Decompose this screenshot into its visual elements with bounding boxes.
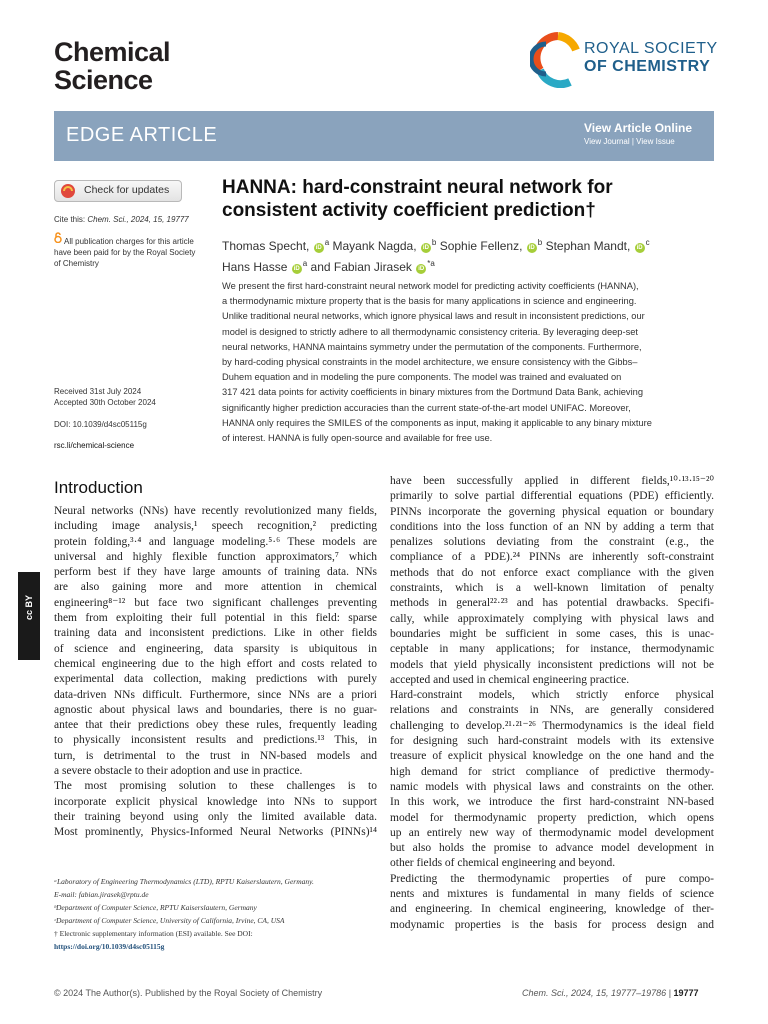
body-line: Neural networks (NNs) have recently revolutionized many fields, bbox=[54, 505, 377, 517]
journal-title-line1: Chemical bbox=[54, 37, 171, 67]
body-line: modynamic properties is the basis for process design and bbox=[390, 918, 714, 931]
body-line: PINNs incorporate the governing physical equation or boundary bbox=[390, 505, 714, 518]
affiliation-mark: a bbox=[324, 238, 330, 247]
abstract-line: of interest. HANNA is fully open-source and available for free use. bbox=[222, 433, 493, 444]
received-date: Received 31st July 2024 bbox=[54, 387, 142, 396]
abstract-line: Duhem equation and in modeling the pure components. The model was trained and evaluated on bbox=[222, 372, 622, 383]
body-line: Hard-constraint models, which strictly enforce physical bbox=[390, 689, 714, 702]
esi-doi-link[interactable]: https://doi.org/10.1039/d4sc05115g bbox=[54, 942, 165, 951]
publisher-name bbox=[584, 40, 718, 76]
author-list bbox=[222, 234, 692, 276]
body-line: training data and inconsistent predictions. Like in other fields bbox=[54, 627, 377, 640]
affiliation-mark: a bbox=[302, 259, 308, 268]
open-access-icon bbox=[54, 232, 62, 243]
abstract-line: neural networks, HANNA maintains symmetry under the permutation of the components. Furthermore, bbox=[222, 341, 642, 352]
body-line: their training beyond using only the limited available data. bbox=[54, 810, 377, 823]
abstract-line: model is designed to strictly adhere to all thermodynamic consistency criteria. By leveraging deep-set bbox=[222, 326, 638, 337]
title-line1: HANNA: hard-constraint neural network for bbox=[222, 177, 613, 198]
body-line: accepted and used in chemical engineering practice. bbox=[390, 673, 630, 686]
body-line: In this work, we introduce the first hard-constraint NN-based bbox=[390, 796, 714, 809]
footnote-affiliation-c: ᶜDepartment of Computer Science, University of California, Irvine, CA, USA bbox=[54, 916, 285, 925]
body-line: have been successfully applied in different fields,¹⁰·¹³·¹⁵⁻²⁰ bbox=[390, 475, 714, 487]
footer-ref: Chem. Sci., 2024, 15, 19777–19786 | bbox=[522, 988, 671, 998]
body-line: protein folding,³·⁴ and language modeling.⁵·⁶ These models are bbox=[54, 535, 377, 548]
body-line: compliance of a PDE).²⁴ PINNs are inherently soft-constraint bbox=[390, 551, 714, 564]
body-line: model for thermodynamic property prediction, which opens bbox=[390, 811, 714, 824]
affiliation-mark: c bbox=[645, 238, 650, 247]
abstract-line: significantly higher prediction accuracies than the current state-of-the-art model UNIFAC. Moreover, bbox=[222, 402, 631, 413]
body-line: relations and constraints in NNs, are generally considered bbox=[390, 704, 714, 717]
body-line: turn, is detrimental to the trust in NN-based models and bbox=[54, 749, 377, 762]
body-line: high demand for strict compliance of predictive thermody- bbox=[390, 765, 714, 778]
open-access-note bbox=[64, 236, 194, 247]
abstract-line: Unlike traditional neural networks, which ignore physical laws and result in inconsistent predictions, our bbox=[222, 311, 645, 322]
body-line: including image analysis,¹ speech recognition,² predicting bbox=[54, 520, 377, 533]
footnote-affiliation-a: ᵃLaboratory of Engineering Thermodynamics (LTD), RPTU Kaiserslautern, Germany. bbox=[54, 877, 314, 886]
journal-title bbox=[54, 38, 170, 94]
body-line: methods in general²²·²³ and has potential drawbacks. Specifi- bbox=[390, 597, 714, 610]
body-line: but also holds the promise to advance model development in bbox=[390, 842, 714, 855]
body-line: models that yield physically inconsistent predictions will not be bbox=[390, 658, 714, 671]
body-column-left bbox=[54, 504, 377, 841]
orcid-icon[interactable]: iD bbox=[293, 266, 300, 272]
body-line: for designing such hard-constraint models with its extensive bbox=[390, 735, 714, 748]
title-line2: consistent activity coefficient prediction† bbox=[222, 200, 596, 221]
body-line: challenging to develop.²¹·²¹⁻²⁶ Thermodynamics is the ideal field bbox=[390, 719, 714, 732]
body-line: are also gaining more and more attention in chemical bbox=[54, 581, 377, 594]
author-name: Sophie Fellenz, bbox=[439, 239, 523, 253]
author-name: Thomas Specht, bbox=[222, 239, 310, 253]
footnote-email: E-mail: fabian.jirasek@rptu.de bbox=[54, 890, 149, 899]
footnotes bbox=[54, 875, 376, 953]
body-line: namic models with physical laws and constraints on the other. bbox=[390, 780, 714, 793]
body-line: methods that do not enforce exact compliance with the given bbox=[390, 566, 714, 579]
body-line: experimental data collection, making predictions with purely bbox=[54, 673, 377, 686]
body-line: perform best if they have large amounts of training data. NNs bbox=[54, 566, 377, 579]
body-line: other fields of chemical engineering and beyond. bbox=[390, 857, 616, 870]
journal-title-line2: Science bbox=[54, 65, 153, 95]
body-line: agnostic about physical laws and boundaries, there is no guar- bbox=[54, 703, 377, 716]
body-line: nents and mixtures is fundamental in many fields of science bbox=[390, 888, 714, 901]
body-line: Predicting the thermodynamic properties of pure compo- bbox=[390, 872, 714, 885]
orcid-icon[interactable]: iD bbox=[528, 245, 535, 251]
abstract-line: HANNA only requires the SMILES of the components as input, making it applicable to any binary mixture bbox=[222, 417, 652, 428]
cc-by-icon: cc BY bbox=[24, 594, 34, 620]
body-line: of science and engineering, data sparsity is ubiquitous in bbox=[54, 642, 377, 655]
open-access-note-cont bbox=[54, 247, 195, 269]
body-line: Most prominently, Physics-Informed Neural Networks (PINNs)¹⁴ bbox=[54, 826, 377, 839]
footer-citation bbox=[522, 988, 699, 998]
body-line: antee that their predictions obey these rules, frequently leading bbox=[54, 719, 377, 732]
author-name: Mayank Nagda, bbox=[332, 239, 417, 253]
check-for-updates-label: Check for updates bbox=[84, 184, 170, 196]
body-line: universal and highly flexible function approximators,⁷ which bbox=[54, 550, 377, 563]
view-journal-issue-links[interactable]: View Journal | View Issue bbox=[584, 137, 675, 146]
body-line: primarily to solve partial differential equations (PDE) efficiently. bbox=[390, 490, 714, 503]
oa-line: of Chemistry bbox=[54, 259, 99, 268]
body-line: data-driven NNs difficult. Furthermore, since NNs are a priori bbox=[54, 688, 377, 701]
abstract-line: We present the first hard-constraint neural network model for predicting activity coefficients (HANNA), bbox=[222, 281, 639, 291]
cite-ref: Chem. Sci., 2024, 15, 19777 bbox=[87, 215, 189, 224]
author-name: and Fabian Jirasek bbox=[310, 260, 412, 274]
body-line: constraints, which is a well-known limitation of penalty bbox=[390, 582, 714, 595]
affiliation-mark: b bbox=[537, 238, 543, 247]
body-line: to physically inconsistent results and predictions.¹³ This, in bbox=[54, 734, 377, 747]
body-line: conditions into the loss function of an NN by adding a term that bbox=[390, 520, 714, 533]
cite-label: Cite this: bbox=[54, 215, 86, 224]
affiliation-mark: *a bbox=[427, 259, 435, 268]
body-line: chemical engineering due to the high effort and costs related to bbox=[54, 657, 377, 670]
abstract bbox=[222, 279, 714, 446]
oa-line: All publication charges for this article bbox=[64, 237, 194, 246]
body-line: them from exploiting their full potential in this field: sparse bbox=[54, 612, 377, 625]
affiliation-mark: b bbox=[431, 238, 437, 247]
body-line: penalizes solutions deviating from the constraint (e.g., the bbox=[390, 536, 714, 549]
journal-link[interactable]: rsc.li/chemical-science bbox=[54, 441, 135, 450]
view-article-online-link[interactable]: View Article Online bbox=[584, 121, 693, 135]
publisher-line2: OF CHEMISTRY bbox=[584, 58, 711, 75]
page-number: 19777 bbox=[673, 988, 699, 998]
orcid-icon[interactable]: iD bbox=[636, 245, 643, 251]
body-line: The most promising solution to these challenges is to bbox=[54, 780, 377, 793]
section-heading-introduction: Introduction bbox=[54, 478, 143, 497]
abstract-line: a thermodynamic mixture property that is the basis for many applications in science and engineering. bbox=[222, 296, 637, 307]
footnote-affiliation-b: ᵇDepartment of Computer Science, RPTU Kaiserslautern, Germany bbox=[54, 903, 257, 912]
body-line: incorporate explicit physical knowledge into NNs to support bbox=[54, 795, 377, 808]
body-line: engineering⁸⁻¹² but face two significant challenges preventing bbox=[54, 596, 377, 609]
orcid-icon[interactable]: iD bbox=[315, 245, 322, 251]
body-column-right bbox=[390, 474, 714, 933]
check-updates-icon bbox=[60, 183, 76, 199]
body-line: cally, while approximately complying with physical laws and bbox=[390, 612, 714, 625]
oa-line: have been paid for by the Royal Society bbox=[54, 248, 196, 257]
body-line: a severe obstacle to their adoption and use in practice. bbox=[54, 765, 303, 778]
article-doi: DOI: 10.1039/d4sc05115g bbox=[54, 420, 147, 429]
abstract-line: 317 421 data points for activity coefficients in binary mixtures from the Dortmund Data Bank, achieving bbox=[222, 387, 643, 398]
footer-copyright: © 2024 The Author(s). Published by the Royal Society of Chemistry bbox=[54, 988, 323, 998]
article-type: EDGE ARTICLE bbox=[66, 124, 218, 146]
article-title bbox=[222, 176, 682, 222]
body-line: up an entirely new way of thermodynamic model development bbox=[390, 826, 714, 839]
accepted-date: Accepted 30th October 2024 bbox=[54, 398, 156, 407]
publisher-line1: ROYAL SOCIETY bbox=[584, 40, 718, 57]
footnote-esi: † Electronic supplementary information (ESI) available. See DOI: bbox=[54, 929, 253, 938]
article-dates bbox=[54, 386, 156, 408]
abstract-line: by hard-coding physical constraints in the model architecture, we ensure consistency with the Gibbs– bbox=[222, 357, 638, 368]
orcid-icon[interactable]: iD bbox=[418, 266, 425, 272]
body-line: ceptable in many applications; for instance, thermodynamic bbox=[390, 643, 714, 656]
body-line: treasure of explicit physical knowledge on the one hand and the bbox=[390, 750, 714, 763]
orcid-icon[interactable]: iD bbox=[422, 245, 429, 251]
body-line: boundaries might be sufficient in some cases, this is unac- bbox=[390, 627, 714, 640]
author-name: Stephan Mandt, bbox=[545, 239, 631, 253]
body-line: and engineering. In chemical engineering, knowledge of ther- bbox=[390, 903, 714, 916]
author-name: Hans Hasse bbox=[222, 260, 288, 274]
cite-this bbox=[54, 214, 189, 225]
